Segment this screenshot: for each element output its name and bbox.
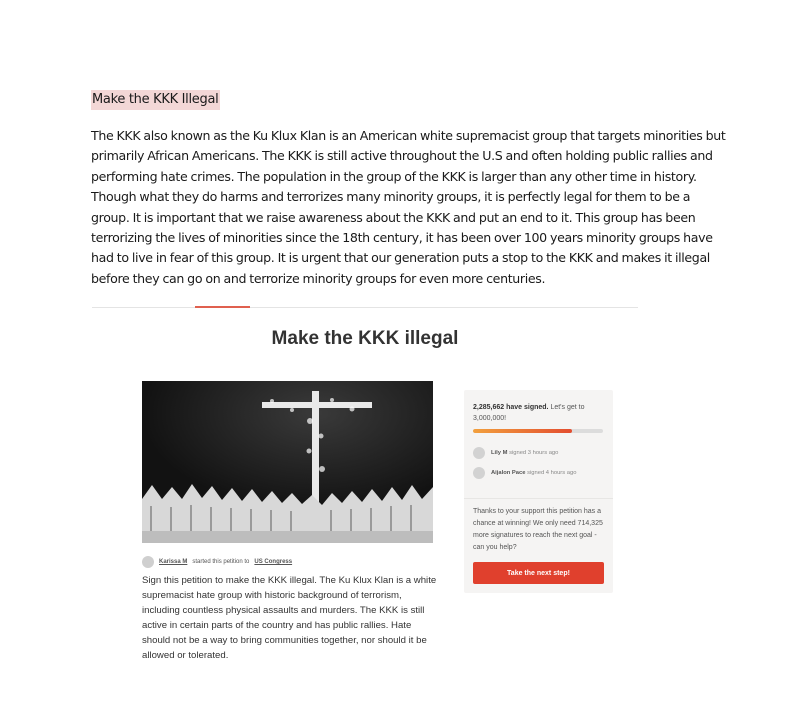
cross-horizontal — [262, 402, 372, 408]
signature-card — [464, 390, 613, 593]
signer-time: signed 3 hours ago — [509, 449, 559, 456]
card-divider — [464, 498, 613, 499]
starter-action: started this petition to — [192, 559, 250, 565]
petition-description: Sign this petition to make the KKK illegal. The Ku Klux Klan is a white supremacist hate group with historic background of terrorism, including countless physical assaults and murders. The KKK is still active in certain parts of the country and has public rallies. Hate should not be a way to bring communities together, nor should it be allowed or tolerated. — [142, 575, 437, 661]
petition-target-link[interactable]: US Congress — [254, 559, 293, 565]
cross-vertical — [312, 391, 319, 505]
tab-accent — [195, 306, 250, 308]
petition-starter — [142, 555, 292, 569]
signature-progress-bar — [473, 429, 603, 433]
petition-photo — [142, 381, 433, 543]
signature-progress-fill — [473, 429, 572, 433]
starter-name-link[interactable]: Karissa M — [159, 559, 188, 565]
signature-count — [473, 402, 609, 424]
signer-name: Aijalon Pace — [491, 469, 526, 476]
signer-name: Lily M — [491, 449, 508, 456]
take-next-step-button[interactable]: Take the next step! — [473, 562, 604, 584]
signer-time: signed 4 hours ago — [527, 469, 577, 476]
starter-avatar-icon — [142, 556, 154, 568]
cross-rally-image — [142, 381, 433, 543]
petition-title: Make the KKK illegal — [271, 328, 459, 349]
petition-screenshot — [92, 304, 638, 684]
support-message: Thanks to your support this petition has a chance at winning! We only need 714,325 more signatures to reach the next goal - can you help? — [473, 508, 603, 551]
document-body: The KKK also known as the Ku Klux Klan is an American white supremacist group that targets minorities but primarily African Americans. The KKK is still active throughout the U.S and often holding public rallies and performing hate crimes. The population in the group of the KKK is larger than any other time in history. Though what they do harms and terrorizes many minority groups, it is perfectly legal for them to be a group. It is important that we raise awareness about the KKK and put an end to it. This group has been terrorizing the lives of minorities since the 18th century, it has been over 100 years minority groups have had to live in fear of this group. It is urgent that our generation puts a stop to the KKK and makes it illegal before they can go on and terrorize minority groups for even more centuries. — [91, 128, 726, 286]
top-rule — [92, 307, 638, 308]
user-avatar-icon — [473, 467, 485, 479]
user-avatar-icon — [473, 447, 485, 459]
signature-goal: Let's get to 3,000,000! — [473, 404, 585, 422]
signature-count-number: 2,285,662 have signed. — [473, 404, 549, 411]
document-title: Make the KKK Illegal — [91, 90, 220, 110]
recent-signer — [473, 466, 576, 479]
recent-signer — [473, 446, 558, 459]
